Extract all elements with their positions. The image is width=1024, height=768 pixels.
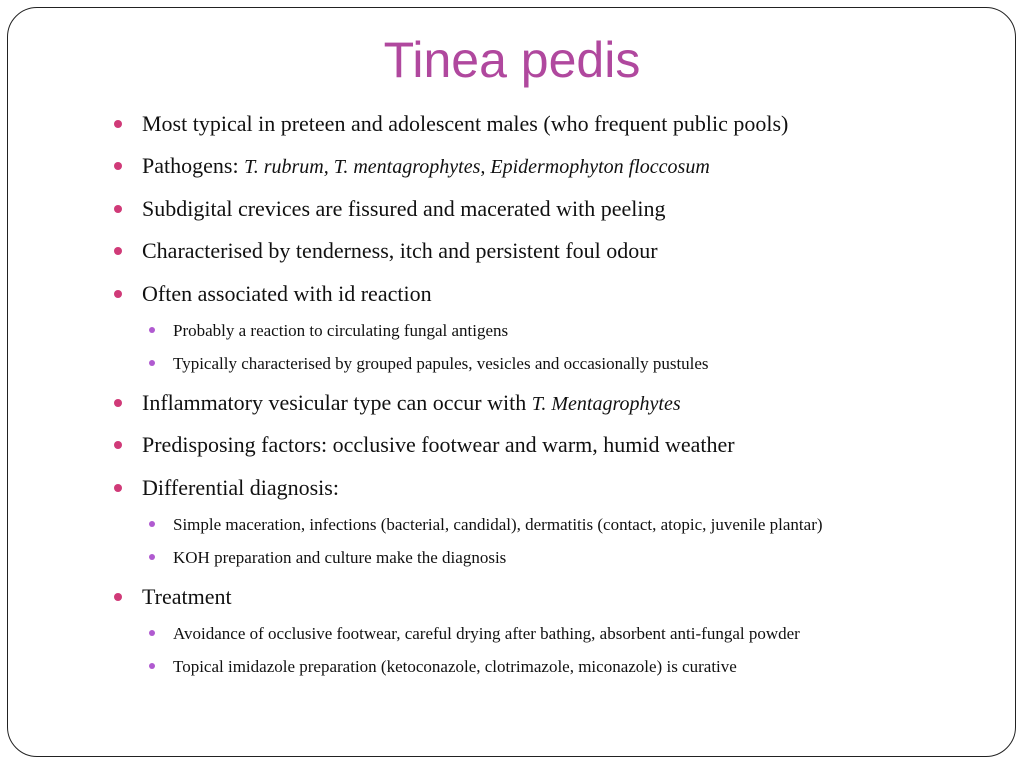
bullet-dot (114, 484, 122, 492)
bullet-dot (114, 120, 122, 128)
list-item-text: Characterised by tenderness, itch and persistent foul odour (142, 238, 658, 263)
list-item (142, 196, 666, 222)
list-item (142, 281, 432, 307)
list-item (142, 153, 710, 180)
sub-list-item (173, 514, 823, 535)
list-item-text: Most typical in preteen and adolescent males (who frequent public pools) (142, 111, 789, 136)
sub-list-item-text: Typically characterised by grouped papules, vesicles and occasionally pustules (173, 354, 709, 373)
list-item-text: Inflammatory vesicular type can occur with (142, 390, 532, 415)
sub-list-item (173, 547, 506, 568)
list-item-text: Pathogens: (142, 153, 245, 178)
sub-bullet-dot (149, 554, 155, 560)
list-item (142, 238, 658, 264)
bullet-dot (114, 290, 122, 298)
list-item-text: Treatment (142, 584, 232, 609)
sub-list-item (173, 353, 709, 374)
slide-title: Tinea pedis (383, 32, 641, 88)
list-item-text: Often associated with id reaction (142, 281, 432, 306)
sub-bullet-dot (149, 327, 155, 333)
list-item-text: Differential diagnosis: (142, 475, 339, 500)
sub-list-item-text: Avoidance of occlusive footwear, careful drying after bathing, absorbent anti-fungal powder (173, 624, 800, 643)
sub-bullet-dot (149, 663, 155, 669)
sub-list-item (173, 320, 508, 341)
sub-bullet-dot (149, 360, 155, 366)
list-item (142, 390, 681, 417)
list-item-text: Predisposing factors: occlusive footwear and warm, humid weather (142, 432, 735, 457)
bullet-dot (114, 399, 122, 407)
sub-list-item-text: Topical imidazole preparation (ketoconazole, clotrimazole, miconazole) is curative (173, 657, 737, 676)
bullet-dot (114, 162, 122, 170)
sub-list-item-text: KOH preparation and culture make the diagnosis (173, 548, 507, 567)
bullet-dot (114, 205, 122, 213)
list-item-italic-text: T. Mentagrophytes (531, 393, 681, 415)
list-item-text: Subdigital crevices are fissured and macerated with peeling (142, 196, 666, 221)
list-item (142, 111, 788, 137)
sub-bullet-dot (149, 630, 155, 636)
list-item (142, 584, 232, 610)
sub-list-item-text: Probably a reaction to circulating fungal antigens (173, 321, 509, 340)
sub-list-item (173, 623, 800, 644)
bullet-dot (114, 593, 122, 601)
bullet-dot (114, 441, 122, 449)
sub-list-item-text: Simple maceration, infections (bacterial, candidal), dermatitis (contact, atopic, juvenile plantar) (173, 515, 823, 534)
list-item (142, 432, 735, 458)
bullet-dot (114, 247, 122, 255)
sub-list-item (173, 656, 737, 677)
sub-bullet-dot (149, 521, 155, 527)
list-item-italic-text: T. rubrum, T. mentagrophytes, Epidermophyton floccosum (244, 156, 710, 178)
list-item (142, 475, 339, 501)
